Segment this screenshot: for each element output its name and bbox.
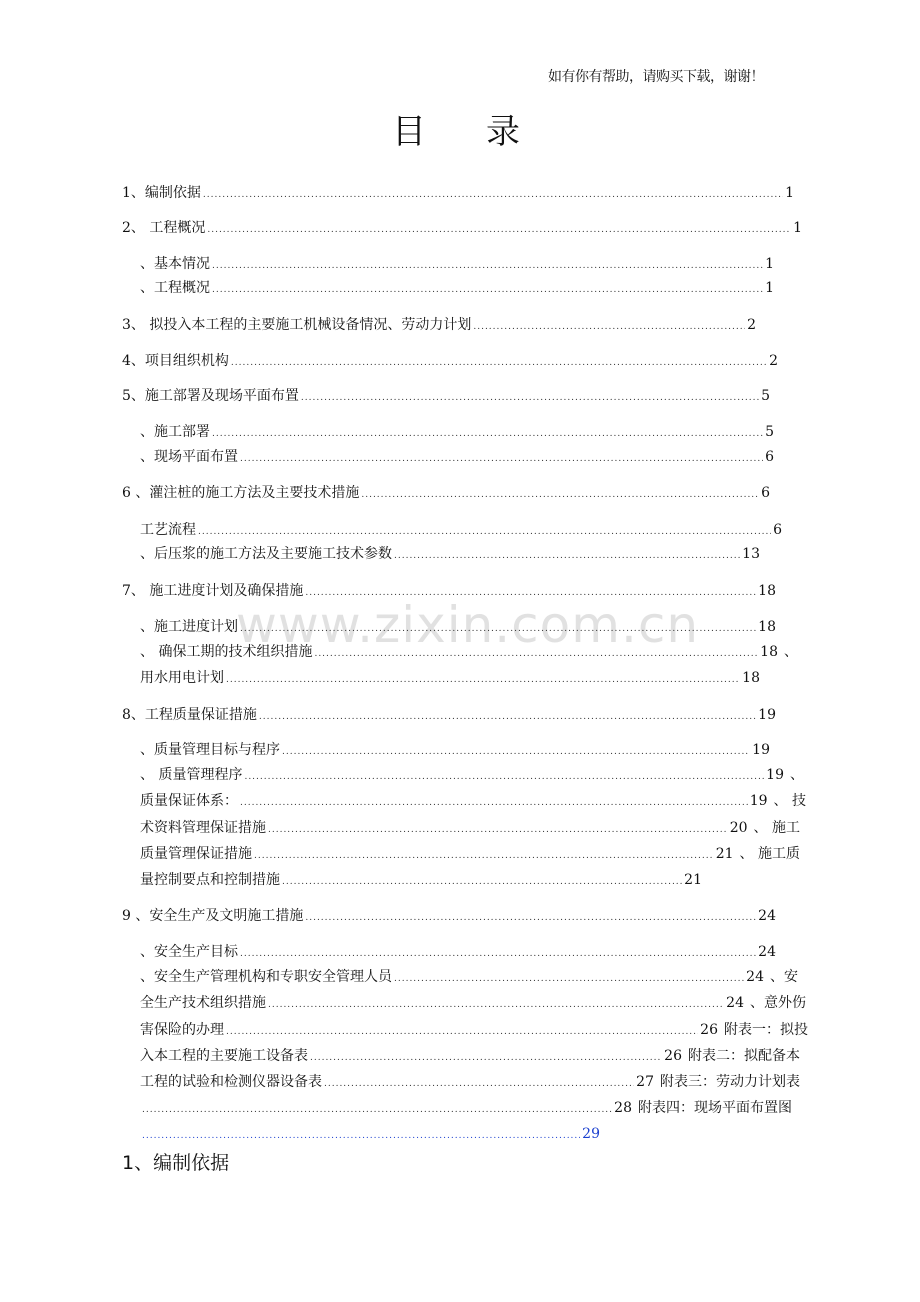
toc-leader [240,944,756,964]
toc-entry[interactable] [140,617,776,639]
toc-entry-tail: 附表三：劳动力计划表 [660,1074,800,1090]
toc-entry-page: 24 [746,969,764,985]
toc-entry-text: 4、项目组织机构 [122,353,229,369]
toc-leader [254,846,714,866]
toc-entry-page: 19 [749,793,768,809]
toc-entry-text: 、 确保工期的技术组织措施 [140,644,313,660]
toc-leader [473,317,745,337]
toc-entry-page: 1 [765,256,774,272]
toc-entry-text: 、施工部署 [140,424,210,440]
toc-entry-text: 、 质量管理程序 [140,767,243,783]
header-note: 如有你有帮助，请购买下载，谢谢！ [548,69,764,85]
toc-leader [240,449,763,469]
toc-leader [231,353,767,373]
toc-entry[interactable] [122,183,794,205]
toc-entry-tail: 附表二：拟配备本 [688,1048,800,1064]
toc-entry-text: 1、编制依据 [122,185,201,201]
toc-leader [310,1048,662,1068]
toc-entry-page: 18 [742,670,760,686]
toc-entry-page: 19 [766,767,784,783]
toc-leader [142,1100,612,1120]
toc-leader [240,793,748,813]
toc-entry-link[interactable] [140,1124,600,1146]
toc-entry-text: 、基本情况 [140,256,210,272]
toc-leader [324,1074,634,1094]
page-title: 目录 [392,112,580,152]
toc-entry[interactable] [140,740,770,762]
toc-entry-text: 、安全生产目标 [140,944,238,960]
toc-entry-tail: 、意外伤 [750,995,806,1011]
toc-leader [268,820,728,840]
toc-entry-page: 18 [758,619,776,635]
toc-entry-page: 6 [765,449,774,465]
toc-entry-tail: 、 施工质 [739,846,800,862]
toc-entry-page: 1 [785,185,794,201]
toc-leader [203,185,783,205]
toc-entry[interactable] [140,278,774,300]
toc-entry-tail: 附表一：拟投 [724,1022,808,1038]
toc-entry-text: 、质量管理目标与程序 [140,742,280,758]
toc-entry[interactable] [140,967,798,989]
toc-entry-page: 21 [684,872,702,888]
toc-entry[interactable] [122,581,776,603]
toc-entry-page: 26 [700,1022,718,1038]
toc-entry[interactable] [122,705,776,727]
toc-entry-tail: 、安 [770,969,798,985]
toc-leader [212,280,763,300]
toc-leader [394,969,744,989]
toc-entry-page: 20 [729,820,748,836]
toc-entry[interactable] [122,218,802,240]
toc-entry[interactable] [140,844,800,866]
toc-leader [226,1022,698,1042]
toc-entry[interactable] [140,447,774,469]
toc-entry-text: 质量管理保证措施 [140,846,252,862]
toc-leader [226,670,740,690]
toc-entry[interactable] [140,254,774,276]
toc-entry-text: 入本工程的主要施工设备表 [140,1048,308,1064]
toc-leader [305,908,756,928]
toc-entry[interactable] [140,422,774,444]
toc-entry-text: 、施工进度计划 [140,619,238,635]
toc-entry[interactable] [140,520,782,542]
toc-entry-text: 工程的试验和检测仪器设备表 [140,1074,322,1090]
toc-entry-text: 工艺流程 [140,522,196,538]
toc-entry-text: 质量保证体系： [140,793,238,809]
toc-entry[interactable] [122,906,776,928]
toc-entry[interactable] [122,315,756,337]
toc-leader [142,1126,580,1146]
toc-entry-page: 24 [758,908,776,924]
section-heading: 1、编制依据 [122,1152,230,1174]
toc-entry-page: 2 [747,317,756,333]
toc-entry[interactable] [140,1020,808,1042]
toc-entry-page: 2 [769,353,778,369]
toc-entry-text: 7、 施工进度计划及确保措施 [122,583,304,599]
toc-leader [240,619,756,639]
toc-leader [282,872,682,892]
toc-entry-tail: 、 [784,644,798,660]
toc-entry-page: 18 [760,644,778,660]
toc-entry[interactable] [122,483,770,505]
toc-entry[interactable] [122,351,778,373]
toc-entry[interactable] [140,993,806,1015]
toc-entry-tail: 、 [790,767,804,783]
toc-entry-page: 13 [742,546,760,562]
toc-entry-page: 18 [758,583,776,599]
toc-entry-text: 术资料管理保证措施 [140,820,266,836]
toc-entry[interactable] [140,1046,800,1068]
toc-entry-text: 9 、安全生产及文明施工措施 [122,908,304,924]
toc-leader [314,644,758,664]
toc-entry[interactable] [140,1072,800,1094]
toc-entry[interactable] [140,544,760,566]
toc-entry-page: 21 [715,846,734,862]
toc-entry-text: 5、施工部署及现场平面布置 [122,388,299,404]
toc-entry-page: 24 [758,944,776,960]
toc-entry[interactable] [140,791,806,813]
toc-leader [259,707,756,727]
toc-leader [305,583,756,603]
toc-entry-page: 5 [761,388,770,404]
toc-entry-text: 、安全生产管理机构和专职安全管理人员 [140,969,392,985]
toc-entry[interactable] [140,818,800,840]
toc-entry-text: 6 、灌注桩的施工方法及主要技术措施 [122,485,360,501]
toc-entry-page: 24 [726,995,744,1011]
toc-leader [282,742,750,762]
toc-entry-page: 26 [664,1048,682,1064]
toc-entry-page: 29 [582,1126,600,1142]
toc-leader [212,424,763,444]
toc-leader [268,995,724,1015]
toc-entry[interactable] [140,1098,792,1120]
toc-entry-text: 3、 拟投入本工程的主要施工机械设备情况、劳动力计划 [122,317,472,333]
toc-leader [301,388,759,408]
toc-entry-text: 量控制要点和控制措施 [140,872,280,888]
toc-leader [198,522,771,542]
toc-entry-text: 害保险的办理 [140,1022,224,1038]
toc-entry[interactable] [140,668,760,690]
toc-entry-text: 8、工程质量保证措施 [122,707,257,723]
toc-entry[interactable] [140,870,702,892]
toc-entry-page: 19 [752,742,770,758]
toc-entry-tail: 附表四：现场平面布置图 [638,1100,792,1116]
watermark: www.zixin.com.cn [236,596,700,654]
toc-entry-text: 、现场平面布置 [140,449,238,465]
toc-entry-page: 19 [758,707,776,723]
toc-entry-text: 、工程概况 [140,280,210,296]
toc-entry[interactable] [140,642,798,664]
toc-entry-text: 2、 工程概况 [122,220,206,236]
toc-leader [394,546,740,566]
toc-entry-tail: 、 施工 [753,820,800,836]
toc-entry-tail: 、 技 [773,793,806,809]
toc-leader [212,256,763,276]
toc-entry-page: 5 [765,424,774,440]
toc-entry[interactable] [122,386,770,408]
toc-entry-page: 27 [636,1074,654,1090]
toc-entry[interactable] [140,765,804,787]
toc-entry-page: 6 [761,485,770,501]
toc-entry-page: 28 [614,1100,632,1116]
toc-entry-text: 全生产技术组织措施 [140,995,266,1011]
toc-entry[interactable] [140,942,776,964]
toc-entry-page: 1 [765,280,774,296]
toc-leader [361,485,759,505]
toc-leader [244,767,764,787]
toc-entry-page: 1 [793,220,802,236]
toc-leader [207,220,791,240]
toc-entry-page: 6 [773,522,782,538]
toc-entry-text: 用水用电计划 [140,670,224,686]
toc-entry-text: 、后压浆的施工方法及主要施工技术参数 [140,546,392,562]
